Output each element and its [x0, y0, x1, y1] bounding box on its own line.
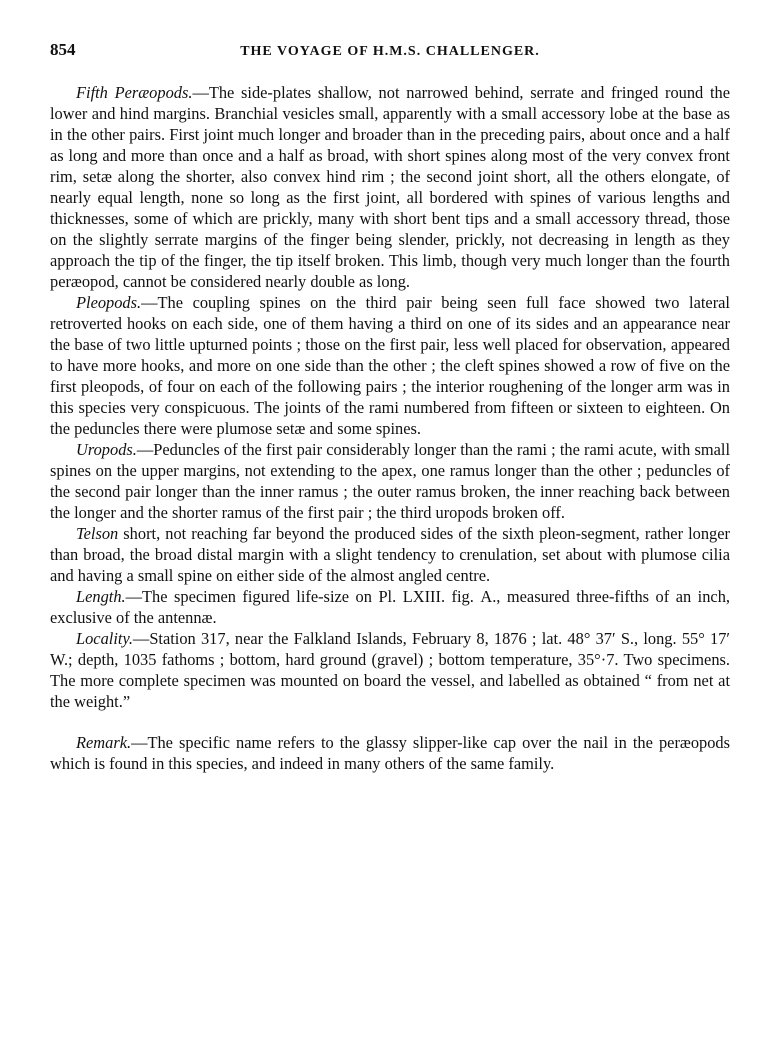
paragraph-lead: Pleopods.	[76, 293, 142, 312]
paragraph-uropods	[50, 439, 730, 523]
paragraph-text: —The specimen figured life-size on Pl. LXIII. fig.	[125, 587, 481, 606]
paragraph-lead: Fifth Peræopods.	[76, 83, 193, 102]
paragraph-text: —The specific name refers to the glassy slipper-like cap over the nail in the peræopods which is found in this species, and indeed in many others of the same family.	[50, 733, 730, 773]
paragraph-lead: Locality.	[76, 629, 133, 648]
paragraph-length	[50, 586, 730, 628]
paragraph-lead: Uropods.	[76, 440, 137, 459]
page	[50, 40, 730, 774]
paragraph-text: —Peduncles of the first pair considerably longer than the rami ; the rami acute, with small spines on the upper margins, not extending to the apex, one ramus longer than the other ; peduncles of the second pair longer than the inner ramus ; the outer ramus broken, the inner reaching back between the longer and the shorter ramus of the first pair ; the third uropods broken off.	[50, 440, 730, 522]
paragraph-lead: Telson	[76, 524, 119, 543]
paragraph-text: —The coupling spines on the third pair being seen full face showed two lateral retroverted hooks on each side, one of them having a third on one of its sides and an appearance near the base of two little upturned points ; those on the first pair, less well placed for observation, appeared to have more hooks, and more on one side than the other ; the cleft spines showed a row of five on the first pleopods, of four on each of the following pairs ; the interior roughening of the longer arm was in this species very conspicuous. The joints of the rami numbered from fifteen or sixteen to eighteen. On the peduncles there were plumose setæ and some spines.	[50, 293, 730, 438]
paragraph-text: —Station 317, near the Falkland Islands, February 8, 1876 ; lat. 48° 37′ S., long. 55° 17′ W.; depth, 1035 fathoms ; bottom, hard ground (gravel) ; bottom temperature, 35°·7. Two specimens. The more complete specimen was mounted on board the vessel, and labelled as obtained “ from net at the weight.”	[50, 629, 730, 711]
paragraph-lead: Remark.	[76, 733, 132, 752]
page-number: 854	[50, 40, 76, 59]
paragraph-fifth-peraeopods	[50, 82, 730, 292]
paragraph-pleopods	[50, 292, 730, 439]
paragraph-remark	[50, 732, 730, 774]
paragraph-lead: Length.	[76, 587, 126, 606]
paragraph-text: short, not reaching far beyond the produced sides of the sixth pleon-segment, rather longer than broad, the broad distal margin with a slight tendency to crenulation, set about with plumose cilia and having a small spine on either side of the almost angled centre.	[50, 524, 730, 585]
paragraph-text: —The side-plates shallow, not narrowed behind, serrate and fringed round the lower and hind margins. Branchial vesicles small, apparently with a small accessory lobe at the base as in the other pairs. First joint much longer and broader than in the preceding pairs, about once and a half as long and more than once and a half as broad, with short spines along most of the very convex front rim, setæ along the shorter, also convex hind rim ; the second joint short, all the others elongate, of nearly equal length, none so long as the first joint, all bordered with spines of various lengths and thicknesses, some of which are prickly, many with short bent tips and a small accessory thread, those on the slightly serrate margins of the finger being slender, prickly, not decreasing in length as they approach the tip of the finger, the tip itself broken. This limb, though very much longer than the fourth peræopod, cannot be considered nearly double as long.	[50, 83, 730, 291]
figure-letter: A.	[480, 587, 497, 606]
running-title: THE VOYAGE OF H.M.S. CHALLENGER.	[240, 44, 540, 59]
page-header	[50, 40, 730, 66]
paragraph-telson	[50, 523, 730, 586]
paragraph-text: , measured three-fifths of an inch, exclusive of the antennæ.	[50, 587, 730, 627]
paragraph-locality	[50, 628, 730, 712]
section-gap	[50, 712, 730, 732]
